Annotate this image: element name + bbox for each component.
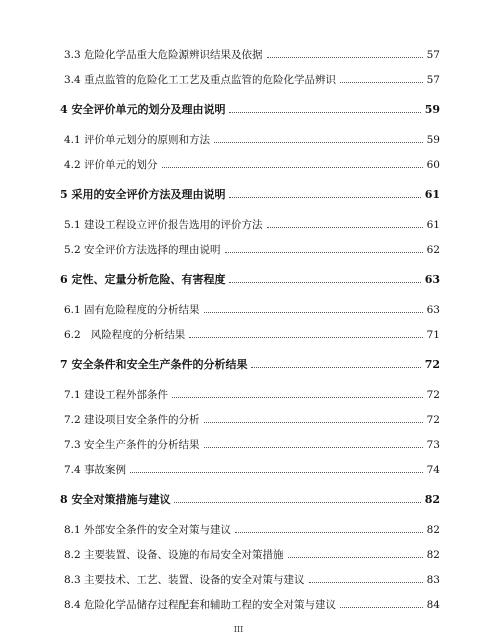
toc-entry-page: 82 (426, 549, 440, 561)
dot-leader (229, 281, 420, 283)
dot-leader (174, 501, 420, 503)
toc-section-label: 4 安全评价单元的划分及理由说明 (60, 103, 226, 116)
dot-leader (267, 226, 423, 228)
toc-section-entry[interactable] (60, 182, 440, 201)
toc-entry[interactable] (60, 432, 440, 451)
toc-entry[interactable] (60, 457, 440, 476)
toc-entry-page: 73 (426, 439, 440, 451)
dot-leader (204, 421, 423, 423)
toc-entry-label: 6.2 风险程度的分析结果 (64, 329, 186, 341)
toc-entry-page: 74 (426, 464, 440, 476)
toc-entry-page: 82 (426, 524, 440, 536)
dot-leader (229, 196, 420, 198)
table-of-contents (60, 36, 440, 617)
toc-entry-label: 7.1 建设工程外部条件 (64, 389, 169, 401)
toc-entry[interactable] (60, 382, 440, 401)
toc-entry-label: 5.2 安全评价方法选择的理由说明 (64, 244, 221, 256)
toc-entry[interactable] (60, 517, 440, 536)
toc-entry-page: 83 (426, 574, 440, 586)
dot-leader (204, 311, 423, 313)
toc-entry-page: 63 (426, 304, 440, 316)
toc-entry[interactable] (60, 67, 440, 86)
dot-leader (340, 81, 423, 83)
toc-section-entry[interactable] (60, 352, 440, 371)
dot-leader (172, 396, 423, 398)
toc-entry[interactable] (60, 127, 440, 146)
toc-entry[interactable] (60, 592, 440, 611)
dot-leader (288, 556, 423, 558)
toc-entry-label: 7.3 安全生产条件的分析结果 (64, 439, 200, 451)
toc-entry-page: 72 (426, 414, 440, 426)
toc-section-entry[interactable] (60, 487, 440, 506)
toc-entry[interactable] (60, 567, 440, 586)
toc-entry-label: 4.1 评价单元划分的原则和方法 (64, 134, 211, 146)
toc-entry-label: 8.4 危险化学品储存过程配套和辅助工程的安全对策与建议 (64, 599, 337, 611)
dot-leader (251, 366, 420, 368)
toc-section-page: 72 (424, 358, 440, 371)
dot-leader (267, 56, 423, 58)
toc-entry-label: 3.3 危险化学品重大危险源辨识结果及依据 (64, 49, 263, 61)
toc-section-page: 61 (424, 188, 440, 201)
toc-entry-page: 72 (426, 389, 440, 401)
dot-leader (229, 111, 420, 113)
dot-leader (235, 531, 423, 533)
toc-section-entry[interactable] (60, 97, 440, 116)
toc-section-label: 8 安全对策措施与建议 (60, 493, 171, 506)
toc-section-page: 63 (424, 273, 440, 286)
toc-entry-label: 7.2 建设项目安全条件的分析 (64, 414, 200, 426)
toc-entry[interactable] (60, 42, 440, 61)
dot-leader (162, 166, 423, 168)
toc-entry-page: 57 (426, 49, 440, 61)
toc-entry-page: 71 (426, 329, 440, 341)
toc-entry[interactable] (60, 212, 440, 231)
toc-entry-label: 8.3 主要技术、工艺、装置、设备的安全对策与建议 (64, 574, 305, 586)
toc-entry-page: 84 (426, 599, 440, 611)
dot-leader (130, 471, 423, 473)
toc-entry[interactable] (60, 542, 440, 561)
toc-entry[interactable] (60, 152, 440, 171)
toc-section-label: 7 安全条件和安全生产条件的分析结果 (60, 358, 248, 371)
toc-entry-page: 62 (426, 244, 440, 256)
toc-section-entry[interactable] (60, 267, 440, 286)
toc-entry[interactable] (60, 237, 440, 256)
toc-entry-page: 61 (426, 219, 440, 231)
toc-entry[interactable] (60, 297, 440, 316)
dot-leader (340, 606, 423, 608)
toc-entry-page: 57 (426, 74, 440, 86)
toc-section-page: 59 (424, 103, 440, 116)
toc-entry-label: 8.1 外部安全条件的安全对策与建议 (64, 524, 232, 536)
page-footer (0, 625, 477, 634)
toc-entry-label: 8.2 主要装置、设备、设施的布局安全对策措施 (64, 549, 284, 561)
toc-section-label: 6 定性、定量分析危险、有害程度 (60, 273, 226, 286)
toc-entry-page: 60 (426, 159, 440, 171)
toc-section-label: 5 采用的安全评价方法及理由说明 (60, 188, 226, 201)
toc-entry[interactable] (60, 407, 440, 426)
toc-entry-label: 7.4 事故案例 (64, 464, 127, 476)
toc-entry[interactable] (60, 322, 440, 341)
dot-leader (189, 336, 422, 338)
dot-leader (225, 251, 423, 253)
toc-entry-label: 5.1 建设工程设立评价报告选用的评价方法 (64, 219, 263, 231)
toc-entry-label: 4.2 评价单元的划分 (64, 159, 158, 171)
toc-section-page: 82 (424, 493, 440, 506)
toc-entry-page: 59 (426, 134, 440, 146)
dot-leader (309, 581, 423, 583)
dot-leader (204, 446, 423, 448)
dot-leader (214, 141, 423, 143)
toc-entry-label: 6.1 固有危险程度的分析结果 (64, 304, 200, 316)
toc-entry-label: 3.4 重点监管的危险化工工艺及重点监管的危险化学品辨识 (64, 74, 337, 86)
footer-page-number: III (233, 625, 244, 634)
